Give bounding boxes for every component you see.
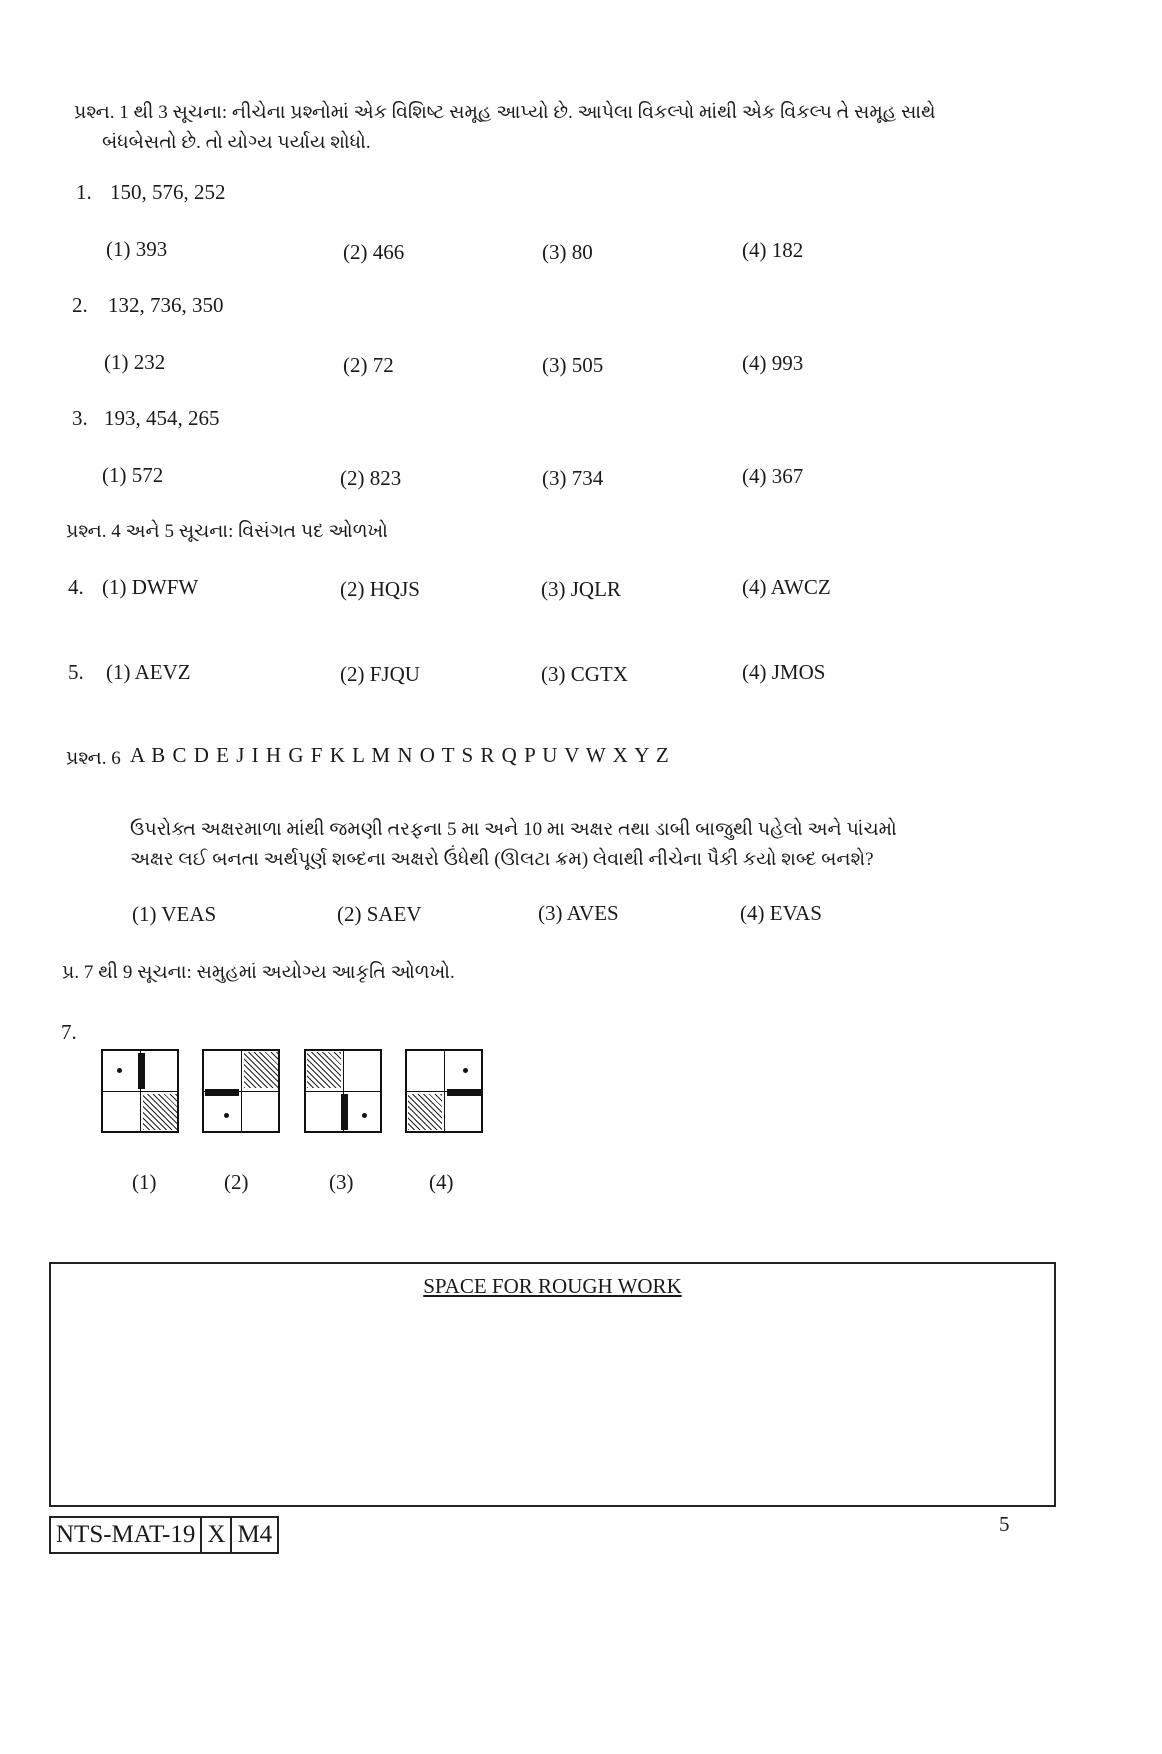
option: (3) 80: [542, 240, 593, 264]
paper-set: X: [202, 1518, 232, 1552]
option: (3) JQLR: [541, 577, 621, 601]
figure-label-3: (3): [329, 1170, 354, 1194]
option: (1) 232: [104, 350, 166, 374]
figure-label-2: (2): [224, 1170, 249, 1194]
paper-code-box: [49, 1516, 279, 1554]
figure-label-1: (1): [132, 1170, 157, 1194]
option: (1) 572: [102, 463, 164, 487]
paper-code: NTS-MAT-19: [51, 1518, 202, 1552]
option: (1) VEAS: [132, 902, 217, 926]
option: (3) 734: [542, 466, 604, 490]
figure-label-4: (4): [429, 1170, 454, 1194]
option: (2) SAEV: [337, 902, 422, 926]
page-number: 5: [999, 1512, 1010, 1536]
option: (1) AEVZ: [106, 660, 191, 684]
question-stem: 193, 454, 265: [104, 406, 220, 430]
instruction-q4-5: પ્રશ્ન. 4 અને 5 સૂચના: વિસંગત પદ ઓળખો: [66, 521, 388, 542]
option: (3) CGTX: [541, 662, 628, 686]
option: (4) 182: [742, 238, 804, 262]
figure-option-4: [405, 1049, 483, 1133]
option: (1) 393: [106, 237, 168, 261]
question-number: 1.: [76, 180, 92, 204]
rough-work-box: [49, 1262, 1056, 1507]
option: (4) 367: [742, 464, 804, 488]
question-number: 7.: [61, 1020, 77, 1044]
question-number: 3.: [72, 406, 88, 430]
option: (2) HQJS: [340, 577, 420, 601]
question-6-text-line1: ઉપરોક્ત અક્ષરમાળા માંથી જમણી તરફના 5 મા અને 10 મા અક્ષર તથા ડાબી બાજુથી પહેલો અને પાંચમો: [130, 819, 897, 840]
figure-option-2: [202, 1049, 280, 1133]
alphabet-sequence: A B C D E J I H G F K L M N O T S R Q P U V W X Y Z: [130, 743, 670, 767]
option: (1) DWFW: [102, 575, 199, 599]
question-6-text-line2: અક્ષર લઈ બનતા અર્થપૂર્ણ શબ્દના અક્ષરો ઉંધેથી (ઊલટા ક્રમ) લેવાથી નીચેના પૈકી કયો શબ્દ બનશે?: [130, 849, 874, 870]
option: (2) 72: [343, 353, 394, 377]
question-stem: 150, 576, 252: [110, 180, 226, 204]
question-number: 4.: [68, 575, 84, 599]
option: (3) AVES: [538, 901, 619, 925]
option: (2) 466: [343, 240, 405, 264]
question-number: 2.: [72, 293, 88, 317]
option: (4) JMOS: [742, 660, 826, 684]
question-stem: 132, 736, 350: [108, 293, 224, 317]
question-number: 5.: [68, 660, 84, 684]
option: (2) 823: [340, 466, 402, 490]
option: (3) 505: [542, 353, 604, 377]
question-6-label: પ્રશ્ન. 6: [66, 748, 121, 769]
figure-option-3: [304, 1049, 382, 1133]
instruction-q7-9: પ્ર. 7 થી 9 સૂચના: સમુહમાં અયોગ્ય આકૃતિ ઓળખો.: [62, 962, 455, 983]
option: (4) 993: [742, 351, 804, 375]
option: (4) AWCZ: [742, 575, 831, 599]
option: (2) FJQU: [340, 662, 420, 686]
instruction-q1-3-line1: પ્રશ્ન. 1 થી 3 સૂચના: નીચેના પ્રશ્નોમાં એક વિશિષ્ટ સમૂહ આપ્યો છે. આપેલા વિકલ્પો માંથી એક વિકલ્પ તે સમૂહ સાથે: [74, 102, 936, 123]
figure-option-1: [101, 1049, 179, 1133]
instruction-q1-3-line2: બંધબેસતો છે. તો યોગ્ય પર્યાય શોધો.: [102, 132, 371, 153]
rough-work-title: SPACE FOR ROUGH WORK: [423, 1274, 682, 1298]
paper-version: M4: [237, 1521, 273, 1548]
option: (4) EVAS: [740, 901, 822, 925]
